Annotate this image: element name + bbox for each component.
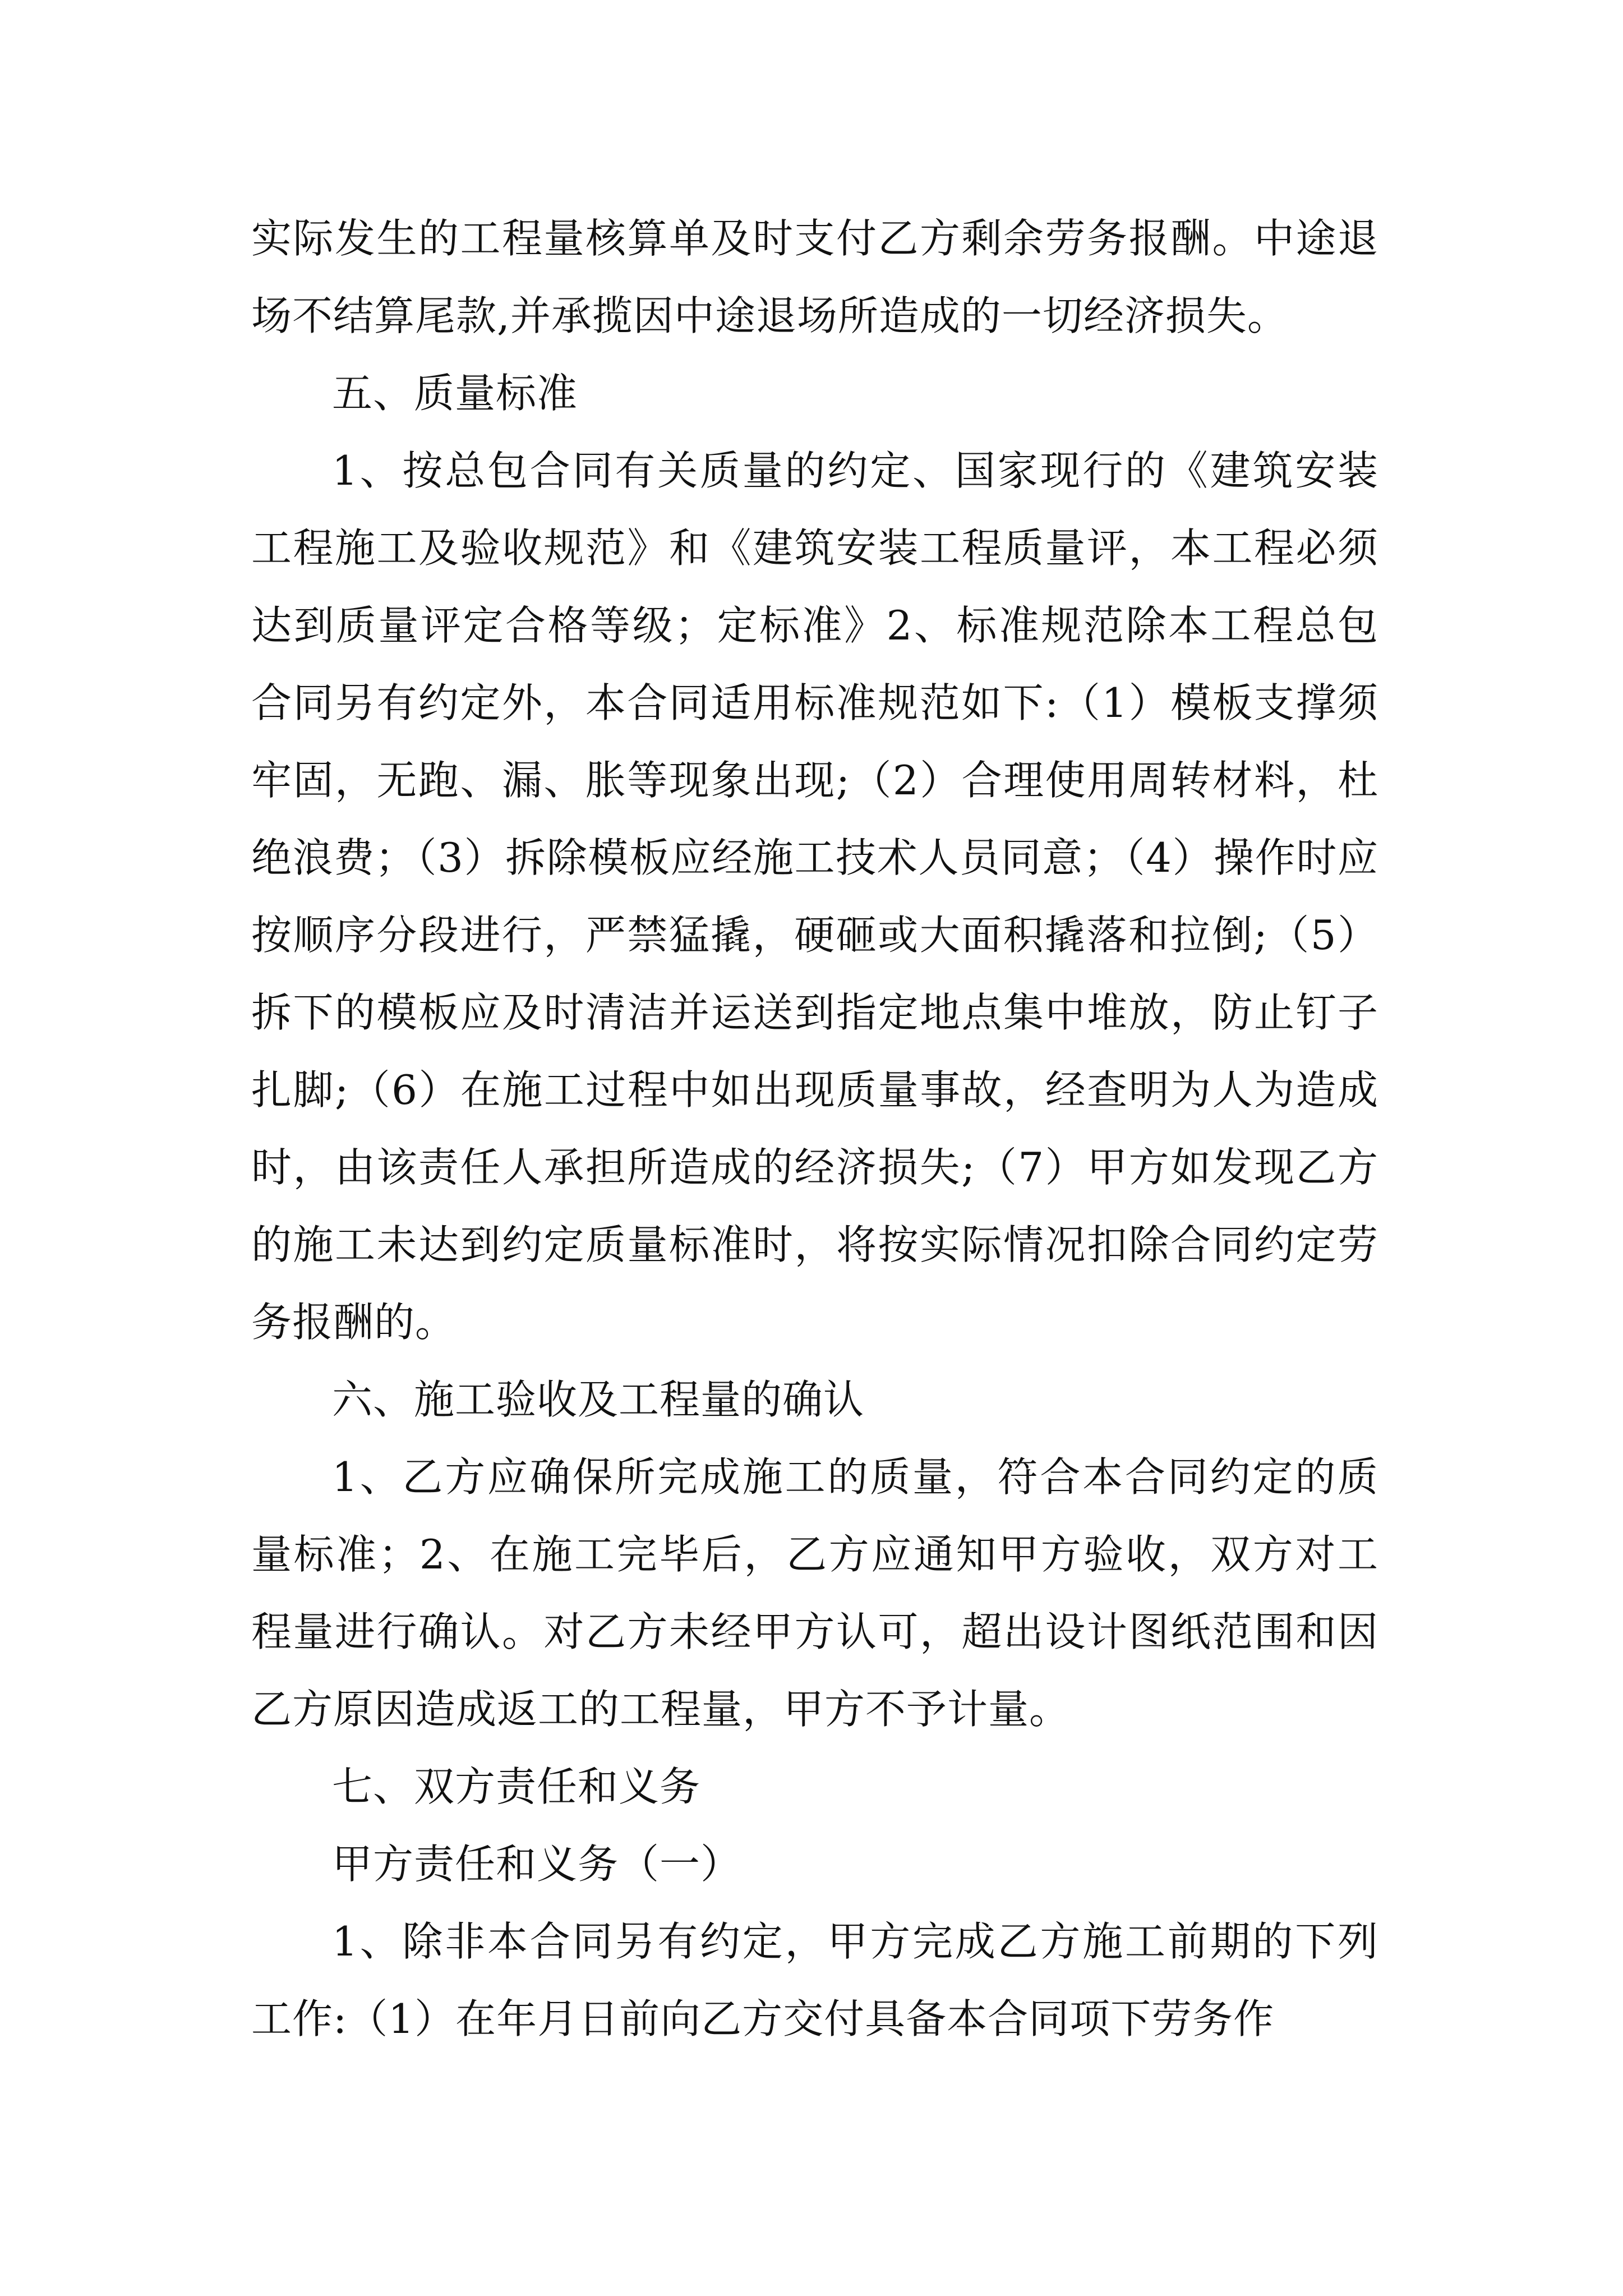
section-heading-acceptance: 六、施工验收及工程量的确认 <box>332 1376 865 1423</box>
subsection-heading-party-a: 甲方责任和义务（一） <box>332 1841 742 1888</box>
paragraph-party-a-duties: 1、除非本合同另有约定，甲方完成乙方施工前期的下列工作:（1）在年月日前向乙方交付具备本合同项下劳务作 <box>251 1918 1378 2042</box>
paragraph-acceptance: 1、乙方应确保所完成施工的质量，符合本合同约定的质量标准；2、在施工完毕后，乙方应通知甲方验收，双方对工程量进行确认。对乙方未经甲方认可，超出设计图纸范围和因乙方原因造成返工的工程量，甲方不予计量。 <box>251 1453 1378 1733</box>
document-body <box>251 200 1378 2058</box>
paragraph-quality-standard: 1、按总包合同有关质量的约定、国家现行的《建筑安装工程施工及验收规范》和《建筑安装工程质量评，本工程必须达到质量评定合格等级；定标准》2、标准规范除本工程总包合同另有约定外，本合同适用标准规范如下:（1）模板支撑须牢固，无跑、漏、胀等现象出现;（2）合理使用周转材料，杜绝浪费；（3）拆除模板应经施工技术人员同意；（4）操作时应按顺序分段进行，严禁猛撬，硬砸或大面积撬落和拉倒;（5）拆下的模板应及时清洁并运送到指定地点集中堆放，防止钉子扎脚;（6）在施工过程中如出现质量事故，经查明为人为造成时，由该责任人承担所造成的经济损失;（7）甲方如发现乙方的施工未达到约定质量标准时，将按实际情况扣除合同约定劳务报酬的。 <box>251 447 1378 1346</box>
section-heading-quality-standard: 五、质量标准 <box>332 370 578 417</box>
section-heading-responsibilities: 七、双方责任和义务 <box>332 1763 701 1810</box>
paragraph-settlement: 实际发生的工程量核算单及时支付乙方剩余劳务报酬。中途退场不结算尾款,并承揽因中途退场所造成的一切经济损失。 <box>251 215 1378 339</box>
